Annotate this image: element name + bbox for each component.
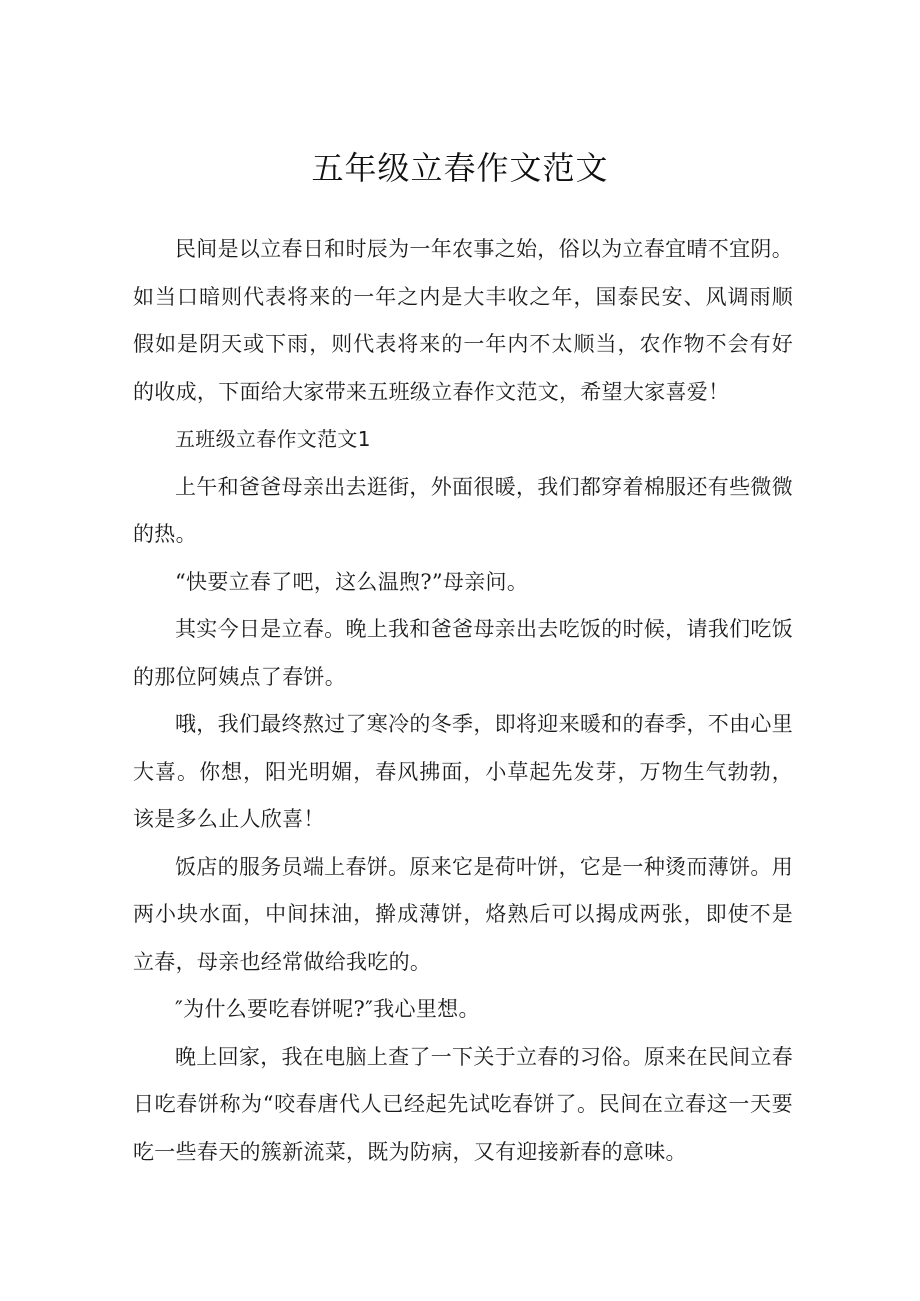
section-heading: 五班级立春作文范文1 bbox=[175, 427, 371, 451]
body-paragraph: 上午和爸爸母亲出去逛街，外面很暖，我们都穿着棉服还有些微微的热。 bbox=[133, 474, 793, 546]
body-paragraph: “快要立春了吧，这么温煦?”母亲问。 bbox=[175, 569, 529, 594]
document-title: 五年级立春作文范文 bbox=[311, 149, 609, 187]
document-body bbox=[133, 226, 793, 1176]
body-paragraph: 其实今日是立春。晚上我和爸爸母亲出去吃饭的时候，请我们吃饭的那位阿姨点了春饼。 bbox=[133, 617, 793, 689]
body-paragraph: 晚上回家，我在电脑上查了一下关于立春的习俗。原来在民间立春日吃春饼称为“咬春唐代人已经起先试吃春饼了。民间在立春这一天要吃一些春天的簇新流菜，既为防病，又有迎接新春的意味。 bbox=[133, 1044, 793, 1164]
body-paragraph: 饭店的服务员端上春饼。原来它是荷叶饼，它是一种烫而薄饼。用两小块水面，中间抹油，擀成薄饼，烙熟后可以揭成两张，即使不是立春，母亲也经常做给我吃的。 bbox=[133, 854, 793, 974]
body-paragraph: ″为什么要吃春饼呢?″我心里想。 bbox=[175, 997, 480, 1021]
intro-paragraph: 民间是以立春日和时辰为一年农事之始，俗以为立春宜晴不宜阴。如当口暗则代表将来的一年之内是大丰收之年，国泰民安、风调雨顺假如是阴天或下雨，则代表将来的一年内不太顺当，农作物不会有好的收成，下面给大家带来五班级立春作文范文，希望大家喜爱！ bbox=[133, 237, 793, 404]
body-paragraph: 哦，我们最终熬过了寒冷的冬季，即将迎来暖和的春季，不由心里大喜。你想，阳光明媚，春风拂面，小草起先发芽，万物生气勃勃，该是多么止人欣喜！ bbox=[133, 712, 793, 831]
